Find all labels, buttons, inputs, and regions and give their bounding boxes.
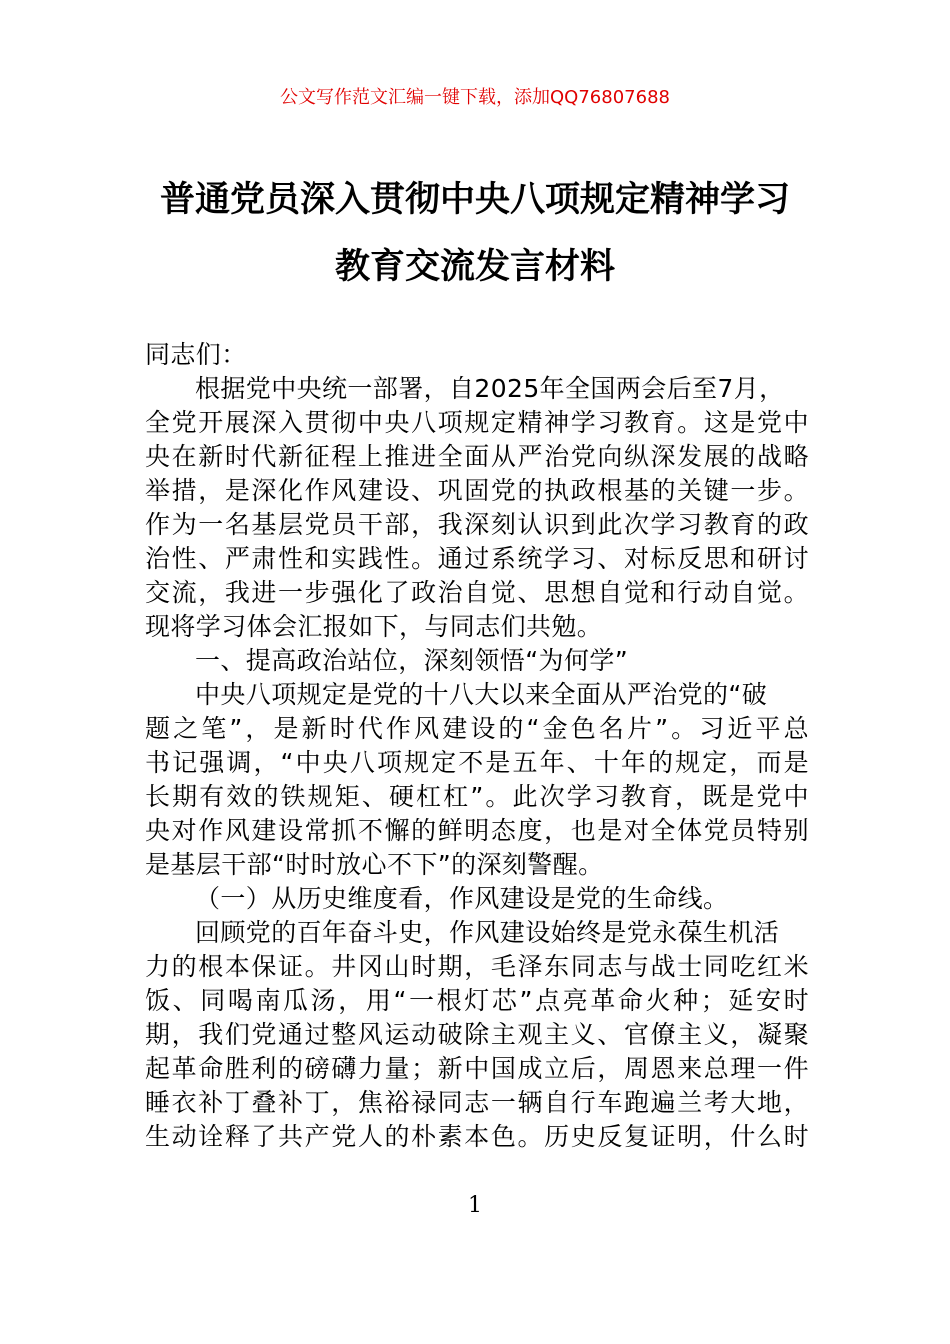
body-line: 举措，是深化作风建设、巩固党的执政根基的关键一步。 [145, 476, 809, 505]
body-line: 作为一名基层党员干部，我深刻认识到此次学习教育的政 [145, 510, 809, 539]
body-line: 全党开展深入贯彻中央八项规定精神学习教育。这是党中 [145, 408, 809, 437]
page-number: 1 [468, 1193, 482, 1218]
body-line: 根据党中央统一部署，自2025年全国两会后至7月， [195, 374, 785, 403]
body-line: 生动诠释了共产党人的朴素本色。历史反复证明，什么时 [145, 1122, 809, 1151]
body-line: 治性、严肃性和实践性。通过系统学习、对标反思和研讨 [145, 544, 809, 573]
body-line: 起革命胜利的磅礴力量；新中国成立后，周恩来总理一件 [145, 1054, 809, 1083]
body-line: 中央八项规定是党的十八大以来全面从严治党的“破 [195, 680, 768, 709]
salutation: 同志们： [145, 340, 247, 369]
document-title-line-2: 教育交流发言材料 [334, 247, 615, 287]
body-line: 回顾党的百年奋斗史，作风建设始终是党永葆生机活 [195, 918, 780, 947]
body-line: 书记强调，“中央八项规定不是五年、十年的规定，而是 [145, 748, 809, 777]
body-line: 现将学习体会汇报如下，与同志们共勉。 [145, 612, 603, 641]
body-line: 央在新时代新征程上推进全面从严治党向纵深发展的战略 [145, 442, 809, 471]
body-line: 是基层干部“时时放心不下”的深刻警醒。 [145, 850, 604, 879]
body-line: 期，我们党通过整风运动破除主观主义、官僚主义，凝聚 [145, 1020, 809, 1049]
body-line: 睡衣补丁叠补丁，焦裕禄同志一辆自行车跑遍兰考大地， [145, 1088, 809, 1117]
body-line: 饭、同喝南瓜汤，用“一根灯芯”点亮革命火种；延安时 [145, 986, 809, 1015]
body-line: 题之笔”，是新时代作风建设的“金色名片”。习近平总 [145, 714, 809, 743]
body-line: 央对作风建设常抓不懈的鲜明态度，也是对全体党员特别 [145, 816, 809, 845]
document-title-line-1: 普通党员深入贯彻中央八项规定精神学习 [159, 180, 790, 220]
promo-header: 公文写作范文汇编一键下载，添加QQ76807688 [280, 87, 670, 108]
body-line: 长期有效的铁规矩、硬杠杠”。此次学习教育，既是党中 [145, 782, 809, 811]
body-line: 力的根本保证。井冈山时期，毛泽东同志与战士同吃红米 [145, 952, 809, 981]
body-line: 交流，我进一步强化了政治自觉、思想自觉和行动自觉。 [145, 578, 809, 607]
section-heading: 一、提高政治站位，深刻领悟“为何学” [195, 646, 629, 675]
subsection-heading: （一）从历史维度看，作风建设是党的生命线。 [195, 884, 729, 913]
document-body [145, 338, 809, 1154]
